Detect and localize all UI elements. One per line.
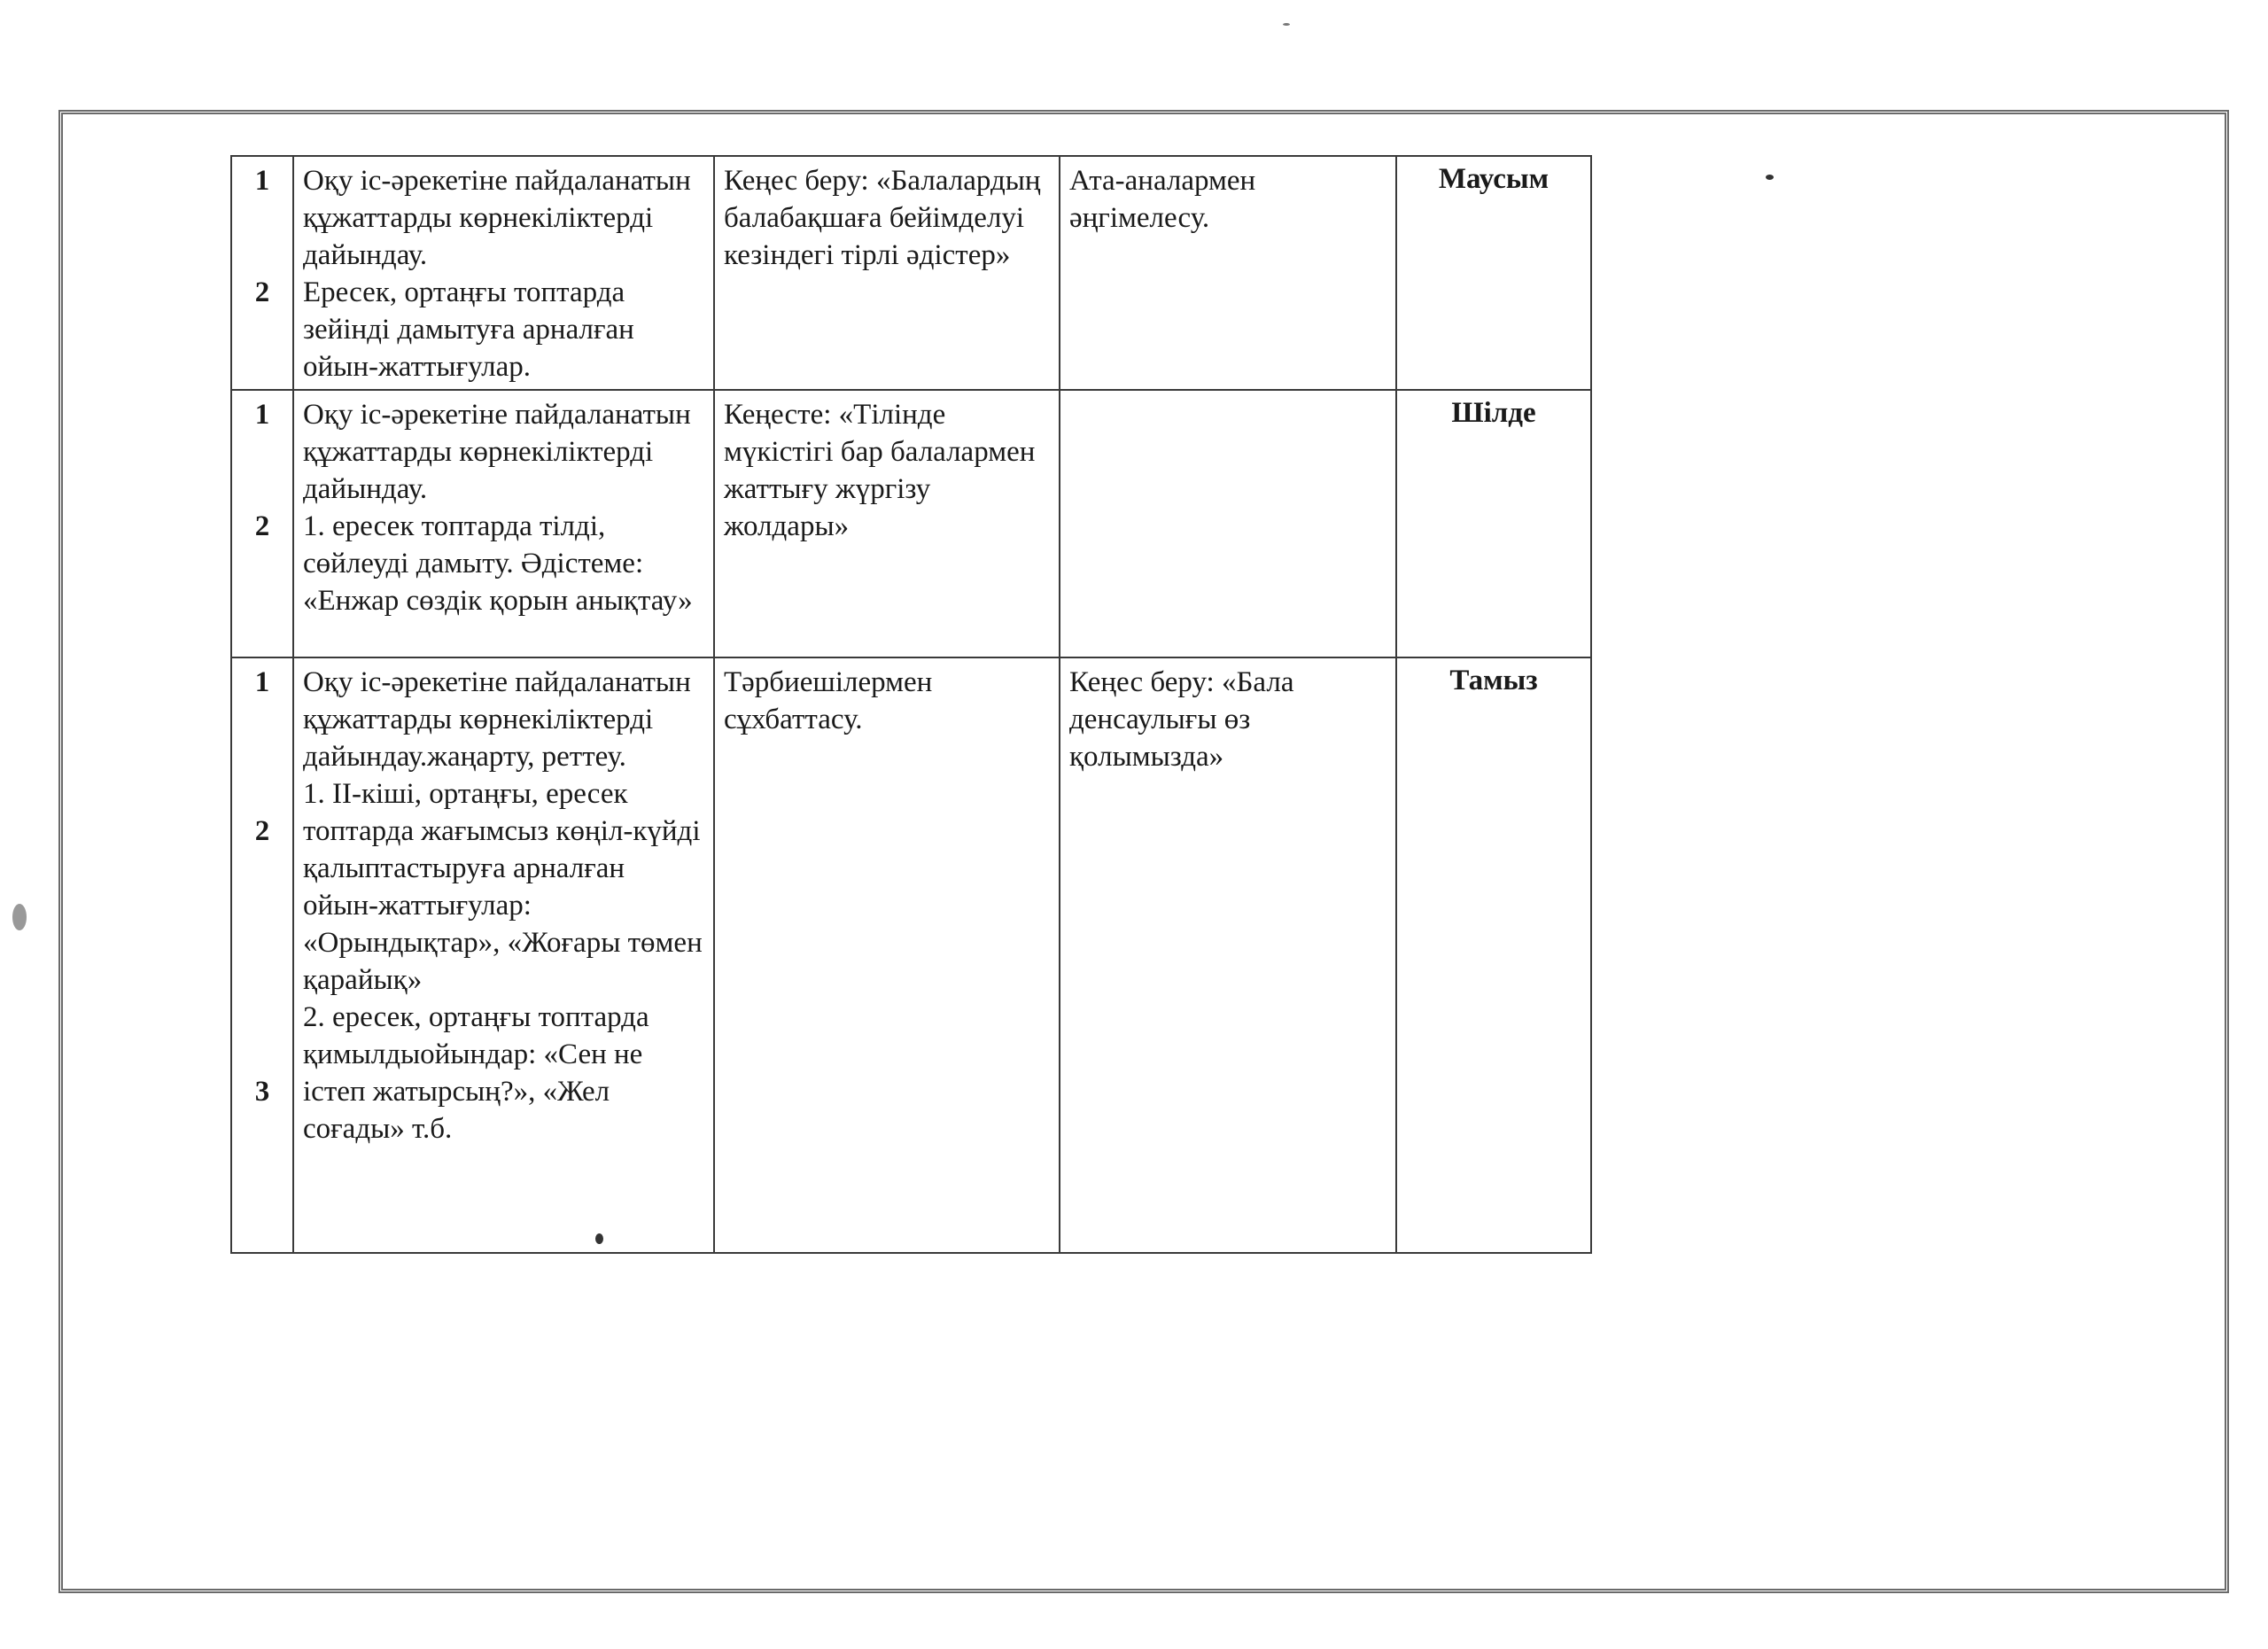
scan-speck (1766, 175, 1774, 180)
tasks-cell (293, 390, 714, 657)
work-plan-table (230, 155, 1592, 1254)
row-number-cell (231, 657, 293, 1253)
task-text: 2. ересек, ортаңғы топтарда қимылдыойындар: «Сен не істеп жатырсың?», «Жел соғады» т.б. (303, 1001, 649, 1145)
consultation-cell: Кеңесте: «Тілінде мүкістігі бар балалармен жаттығу жүргізу жолдары» (714, 390, 1060, 657)
item-number: 1 (254, 666, 270, 698)
consultation-cell: Тәрбиешілермен сұхбаттасу. (714, 657, 1060, 1253)
scan-speck (12, 904, 27, 930)
task-text: 1. ІІ-кіші, ортаңғы, ересек топтарда жағымсыз көңіл-күйді қалыптастыруға арналған ойын-жаттығулар: «Орындықтар», «Жоғары төмен қарайық» (303, 778, 703, 996)
task-text: Оқу іс-әрекетіне пайдаланатын құжаттарды көрнекіліктерді дайындау. (303, 165, 691, 271)
parents-work-cell: Кеңес беру: «Бала денсаулығы өз қолымызда» (1060, 657, 1396, 1253)
row-number-cell (231, 156, 293, 390)
item-number: 1 (254, 399, 270, 431)
item-number: 2 (254, 815, 270, 847)
task-text: Ересек, ортаңғы топтарда зейінді дамытуға арналған ойын-жаттығулар. (303, 276, 634, 383)
row-number-cell (231, 390, 293, 657)
table-row (231, 390, 1591, 657)
month-cell: Шілде (1396, 390, 1591, 657)
item-number: 1 (254, 165, 270, 197)
task-text: Оқу іс-әрекетіне пайдаланатын құжаттарды көрнекіліктерді дайындау.жаңарту, реттеу. (303, 666, 691, 773)
item-number: 2 (254, 510, 270, 542)
table-row (231, 156, 1591, 390)
scan-speck (595, 1233, 603, 1244)
month-cell: Тамыз (1396, 657, 1591, 1253)
task-text: Оқу іс-әрекетіне пайдаланатын құжаттарды көрнекіліктерді дайындау. (303, 399, 691, 505)
item-number: 3 (254, 1076, 270, 1108)
month-cell: Маусым (1396, 156, 1591, 390)
scan-speck (1283, 23, 1290, 26)
tasks-cell (293, 657, 714, 1253)
parents-work-cell (1060, 390, 1396, 657)
item-number: 2 (254, 276, 270, 308)
consultation-cell: Кеңес беру: «Балалардың балабақшаға бейімделуі кезіндегі тірлі әдістер» (714, 156, 1060, 390)
task-text: 1. ересек топтарда тілді, сөйлеуді дамыту. Әдістеме: «Енжар сөздік қорын анықтау» (303, 510, 693, 617)
tasks-cell (293, 156, 714, 390)
parents-work-cell: Ата-аналармен әңгімелесу. (1060, 156, 1396, 390)
table-row (231, 657, 1591, 1253)
